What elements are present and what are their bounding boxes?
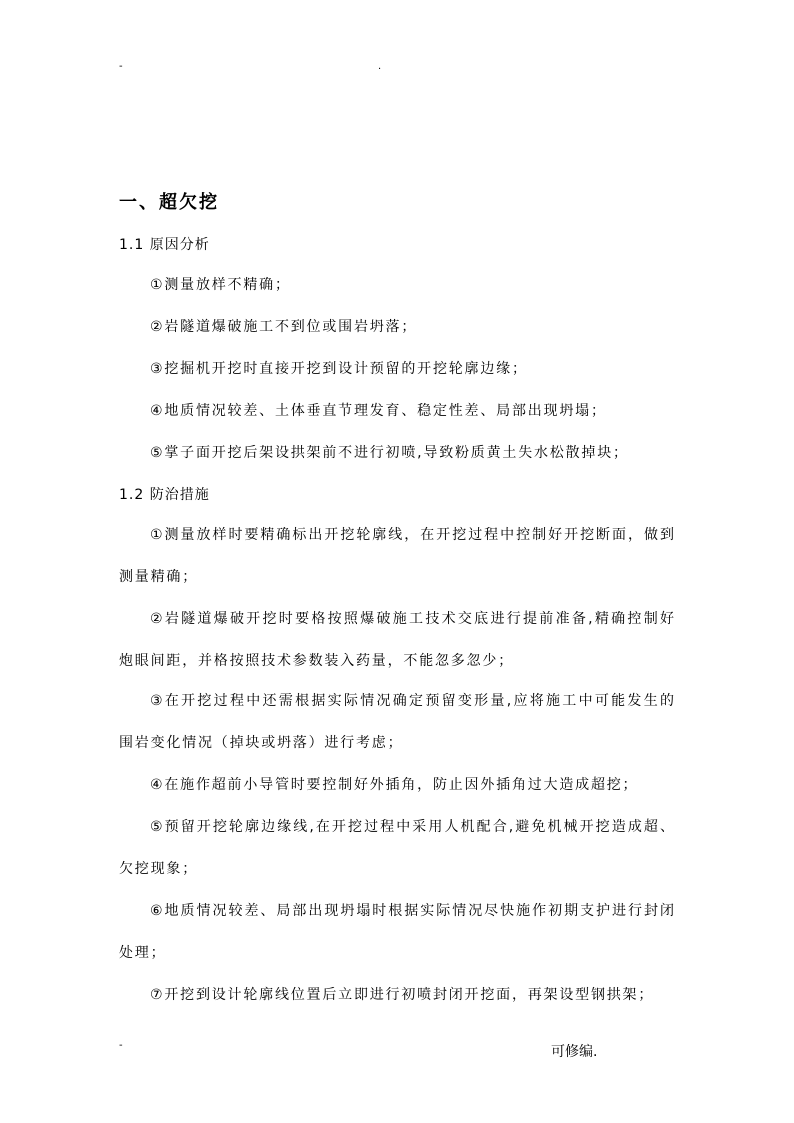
cause-item-5: ⑤掌子面开挖后架设拱架前不进行初喷,导致粉质黄土失水松散掉块；: [150, 445, 629, 461]
cause-item-4: ④地质情况较差、土体垂直节理发育、稳定性差、局部出现坍塌；: [150, 403, 607, 419]
measure-item-2: ②岩隧道爆破开挖时要格按照爆破施工技术交底进行提前准备,精确控制好: [150, 611, 674, 627]
section-1-heading: 1.1 原因分析: [119, 237, 210, 253]
measure-item-6: ⑥地质情况较差、局部出现坍塌时根据实际情况尽快施作初期支护进行封闭: [150, 903, 674, 919]
measure-item-5: ⑤预留开挖轮廓边缘线,在开挖过程中采用人机配合,避免机械开挖造成超、: [150, 819, 674, 835]
cause-item-3: ③挖掘机开挖时直接开挖到设计预留的开挖轮廓边缘；: [150, 361, 528, 377]
measure-item-3: ③在开挖过程中还需根据实际情况确定预留变形量,应将施工中可能发生的: [150, 693, 674, 709]
measure-item-6-cont: 处理；: [119, 945, 167, 961]
footer-editable-note: 可修编.: [551, 1044, 598, 1060]
header-center-mark: .: [378, 61, 382, 72]
measure-item-5-cont: 欠挖现象；: [119, 861, 198, 877]
section-2-heading: 1.2 防治措施: [119, 487, 210, 503]
document-title: 一、超欠挖: [119, 192, 219, 213]
footer-left-mark: -: [119, 1040, 123, 1051]
cause-item-2: ②岩隧道爆破施工不到位或围岩坍落；: [150, 319, 418, 335]
cause-item-1: ①测量放样不精确；: [150, 277, 291, 293]
measure-item-3-cont: 围岩变化情况（掉块或坍落）进行考虑；: [119, 735, 404, 751]
measure-item-1-cont: 测量精确；: [119, 569, 198, 585]
measure-item-1: ①测量放样时要精确标出开挖轮廓线，在开挖过程中控制好开挖断面，做到: [150, 527, 674, 543]
header-left-mark: -: [119, 61, 123, 72]
measure-item-4: ④在施作超前小导管时要控制好外插角，防止因外插角过大造成超挖；: [150, 777, 639, 793]
measure-item-2-cont: 炮眼间距，并格按照技术参数装入药量，不能忽多忽少；: [119, 653, 514, 669]
measure-item-7: ⑦开挖到设计轮廓线位置后立即进行初喷封闭开挖面，再架设型钢拱架；: [150, 987, 655, 1003]
